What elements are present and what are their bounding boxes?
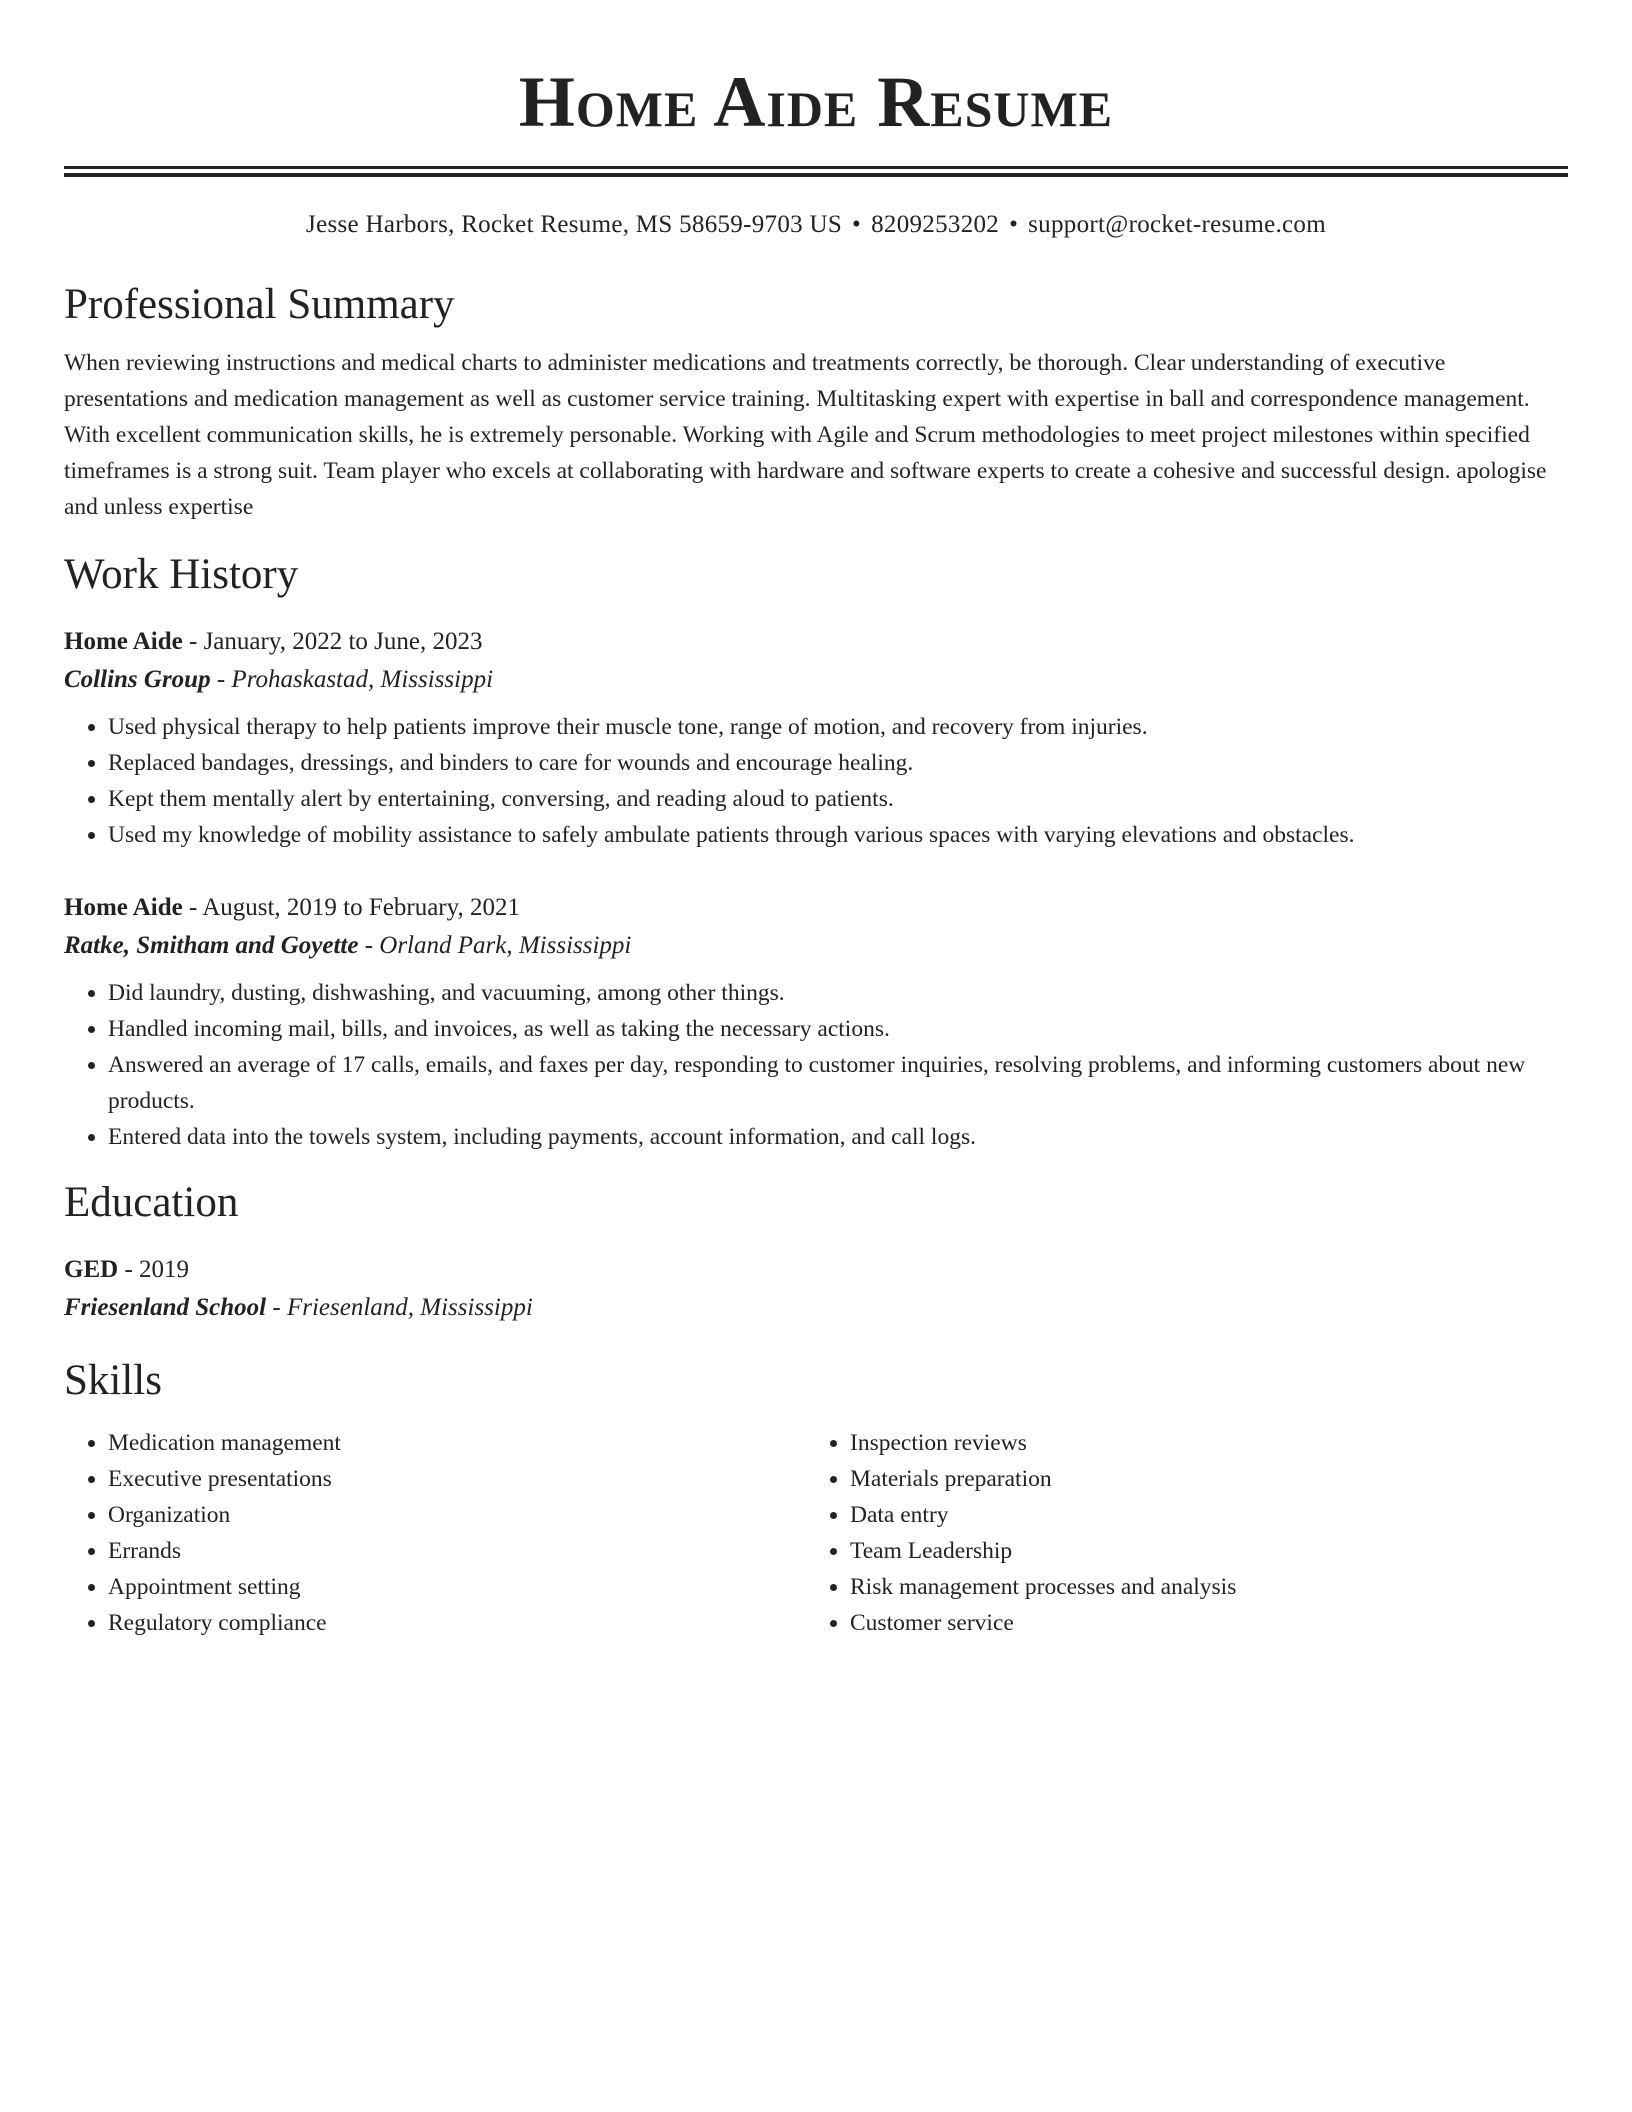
job-duty: • Used my knowledge of mobility assistance to safely ambulate patients through various spaces with varying elevations and obstacles.: [108, 817, 1568, 853]
education-heading: Education: [64, 1179, 239, 1226]
job-duty: • Did laundry, dusting, dishwashing, and vacuuming, among other things.: [108, 975, 1568, 1011]
job-title: Home Aide: [64, 894, 183, 921]
job-location: - Orland Park, Mississippi: [358, 932, 632, 959]
skill-item: • Errands: [108, 1533, 806, 1569]
contact-phone: 8209253202: [871, 211, 1000, 238]
job-dates: - January, 2022 to June, 2023: [182, 628, 483, 655]
skill-item: • Customer service: [850, 1605, 1548, 1641]
summary-heading: Professional Summary: [64, 281, 455, 328]
job-duty: • Answered an average of 17 calls, emails, and faxes per day, responding to customer inquiries, resolving problems, and informing customers about new products.: [108, 1047, 1568, 1119]
job-entry: [64, 889, 1568, 1155]
skill-item: • Data entry: [850, 1497, 1548, 1533]
contact-email: support@rocket-resume.com: [1028, 211, 1326, 238]
skill-item: • Regulatory compliance: [108, 1605, 806, 1641]
job-dates: - August, 2019 to February, 2021: [182, 894, 520, 921]
job-company: Ratke, Smitham and Goyette: [64, 932, 359, 959]
skills-heading: Skills: [64, 1357, 162, 1404]
education-school: Friesenland School: [64, 1294, 267, 1321]
job-company-line: [64, 661, 1568, 699]
skill-item: • Medication management: [108, 1425, 806, 1461]
education-degree: GED: [64, 1256, 119, 1283]
skill-item: • Inspection reviews: [850, 1425, 1548, 1461]
skill-item: • Risk management processes and analysis: [850, 1569, 1548, 1605]
skill-item: • Appointment setting: [108, 1569, 806, 1605]
work-history-heading: Work History: [64, 551, 299, 598]
skill-item: • Organization: [108, 1497, 806, 1533]
education-location: - Friesenland, Mississippi: [266, 1294, 533, 1321]
job-title-line: [64, 623, 1568, 661]
skills-column-left: [64, 1425, 806, 1641]
job-duties: [64, 709, 1568, 853]
summary-text: When reviewing instructions and medical charts to administer medications and treatments correctly, be thorough. Clear understanding of executive presentations and medication management as well as customer service training. Multitasking expert with expertise in ball and correspondence management. With excellent communication skills, he is extremely personable. Working with Agile and Scrum methodologies to meet project milestones within specified timeframes is a strong suit. Team player who excels at collaborating with hardware and software experts to create a cohesive and successful design. apologise and unless expertise: [64, 350, 1547, 520]
job-duty: • Entered data into the towels system, including payments, account information, and call logs.: [108, 1119, 1568, 1155]
education-year: - 2019: [118, 1256, 190, 1283]
skill-item: • Executive presentations: [108, 1461, 806, 1497]
job-duty: • Handled incoming mail, bills, and invoices, as well as taking the necessary actions.: [108, 1011, 1568, 1047]
contact-line: [64, 209, 1568, 241]
resume-page: [64, 0, 1568, 1641]
job-location: - Prohaskastad, Mississippi: [210, 666, 494, 693]
job-duty: • Used physical therapy to help patients improve their muscle tone, range of motion, and recovery from injuries.: [108, 709, 1568, 745]
title-divider: [64, 166, 1568, 177]
job-company: Collins Group: [64, 666, 211, 693]
job-duty: • Replaced bandages, dressings, and binders to care for wounds and encourage healing.: [108, 745, 1568, 781]
education-entry: [64, 1251, 1568, 1327]
contact-address: Jesse Harbors, Rocket Resume, MS 58659-9703 US: [306, 211, 843, 238]
skill-item: • Materials preparation: [850, 1461, 1548, 1497]
contact-separator: •: [852, 211, 862, 238]
job-duty: • Kept them mentally alert by entertaining, conversing, and reading aloud to patients.: [108, 781, 1568, 817]
skill-item: • Team Leadership: [850, 1533, 1548, 1569]
education-school-line: [64, 1289, 1568, 1327]
contact-separator: •: [1009, 211, 1019, 238]
job-entry: [64, 623, 1568, 853]
skills-list: [64, 1425, 1568, 1641]
education-degree-line: [64, 1251, 1568, 1289]
resume-title: Home Aide Resume: [518, 62, 1114, 142]
skills-column-right: [806, 1425, 1548, 1641]
job-title-line: [64, 889, 1568, 927]
job-company-line: [64, 927, 1568, 965]
job-title: Home Aide: [64, 628, 183, 655]
job-duties: [64, 975, 1568, 1155]
